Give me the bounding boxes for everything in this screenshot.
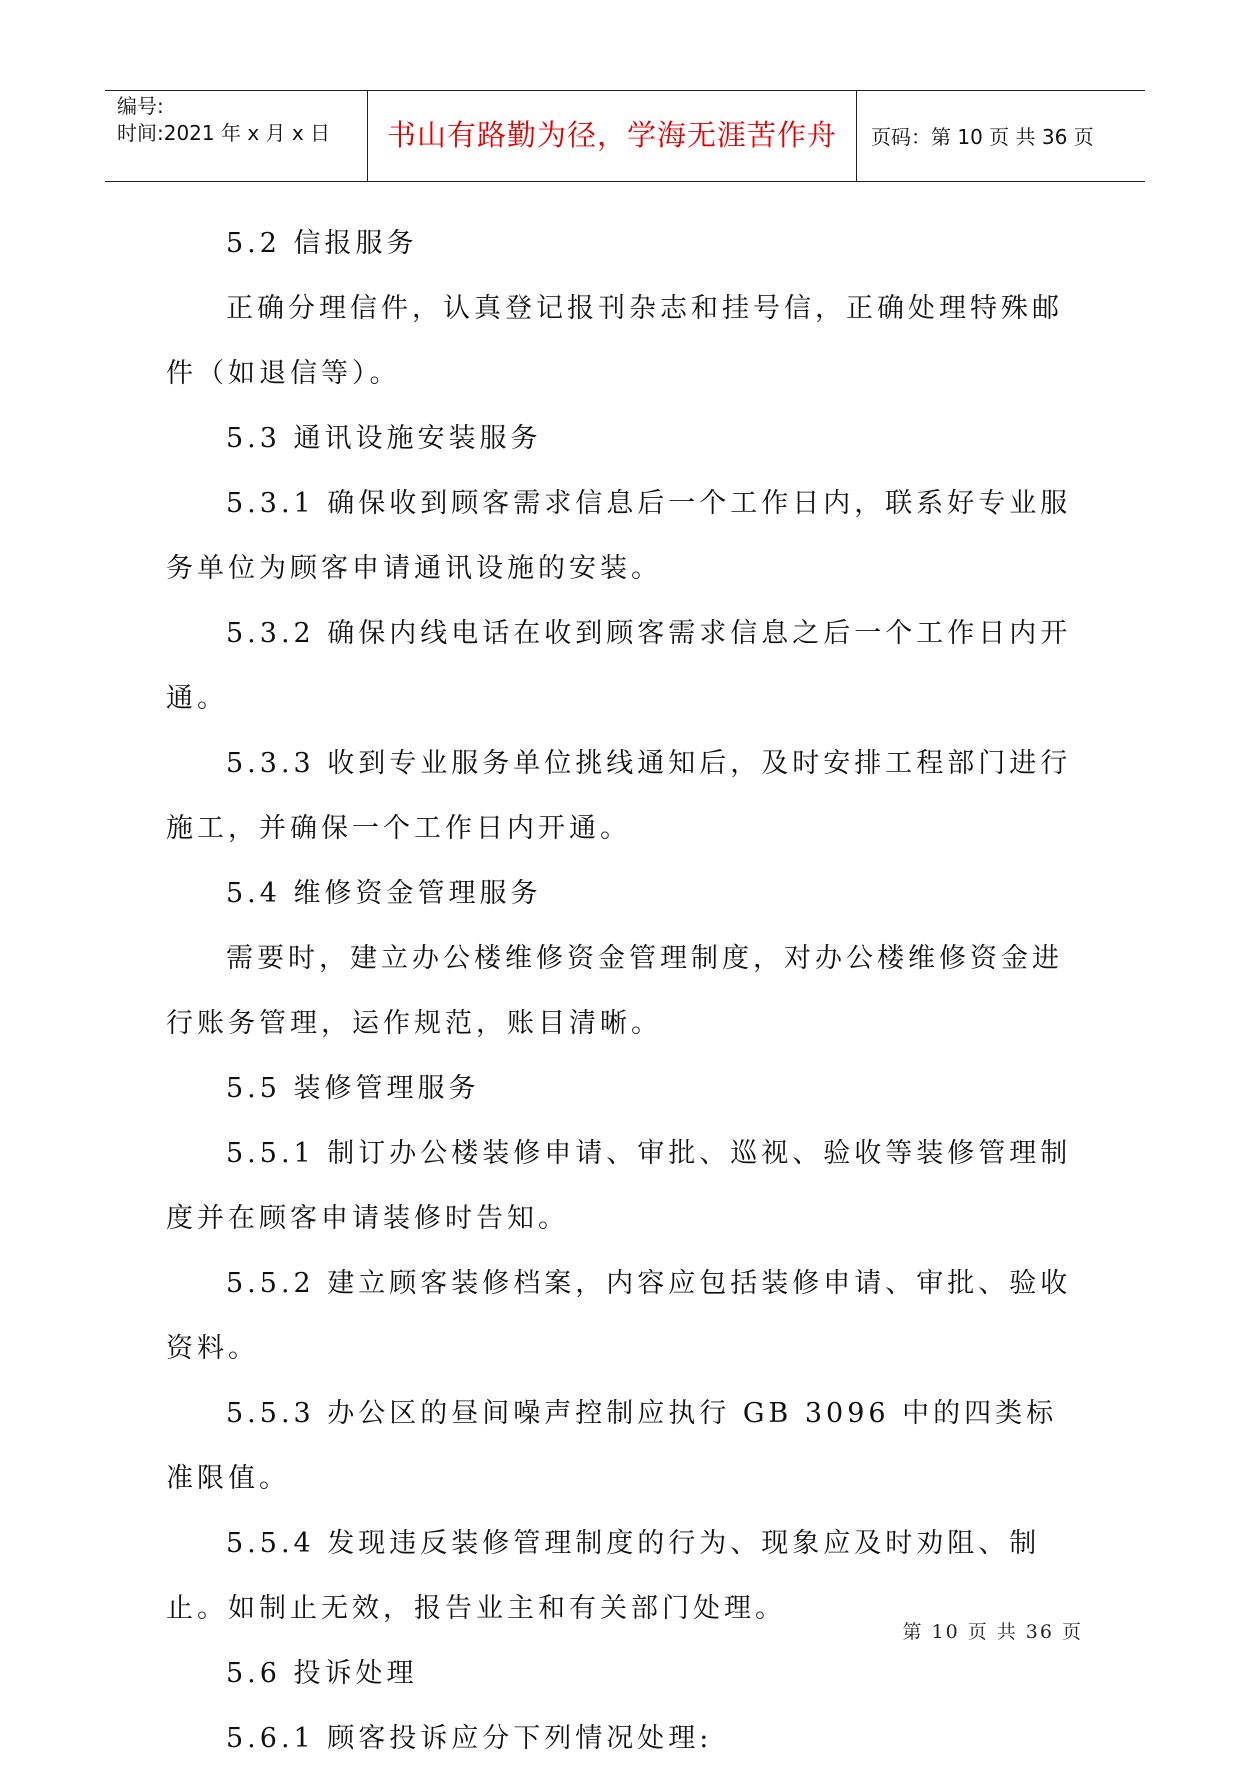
paragraph: 5.5.2 建立顾客装修档案，内容应包括装修申请、审批、验收资料。 — [166, 1268, 1072, 1364]
header-page-info: 页码：第 10 页 共 36 页 — [871, 125, 1094, 149]
paragraph: 5.3.3 收到专业服务单位挑线通知后，及时安排工程部门进行施工，并确保一个工作日内开通。 — [166, 748, 1072, 844]
paragraph: 5.5.1 制订办公楼装修申请、审批、巡视、验收等装修管理制度并在顾客申请装修时告知。 — [166, 1138, 1072, 1234]
header-divider-left — [367, 91, 368, 181]
header-divider-right — [856, 91, 857, 181]
paragraph: 正确分理信件，认真登记报刊杂志和挂号信，正确处理特殊邮件（如退信等）。 — [166, 293, 1063, 389]
document-body — [166, 211, 1080, 1771]
paragraph: 需要时，建立办公楼维修资金管理制度，对办公楼维修资金进行账务管理，运作规范，账目清晰。 — [166, 943, 1063, 1039]
paragraph: 5.5.4 发现违反装修管理制度的行为、现象应及时劝阻、制止。如制止无效，报告业主和有关部门处理。 — [166, 1528, 1041, 1624]
header-meta — [117, 93, 330, 147]
document-number-label: 编号: — [117, 94, 164, 118]
header-motto: 书山有路勤为径，学海无涯苦作舟 — [386, 118, 837, 152]
section-heading: 5.5 装修管理服务 — [226, 1073, 480, 1104]
paragraph: 5.3.2 确保内线电话在收到顾客需求信息之后一个工作日内开通。 — [166, 618, 1072, 714]
page-header — [105, 90, 1145, 182]
page-footer: 第 10 页 共 36 页 — [902, 1621, 1083, 1643]
section-heading: 5.4 维修资金管理服务 — [226, 878, 542, 909]
section-heading: 5.3 通讯设施安装服务 — [226, 423, 542, 454]
section-heading: 5.6 投诉处理 — [226, 1658, 418, 1689]
paragraph: 5.6.1 顾客投诉应分下列情况处理: — [226, 1723, 713, 1754]
paragraph: 5.3.1 确保收到顾客需求信息后一个工作日内，联系好专业服务单位为顾客申请通讯设施的安装。 — [166, 488, 1072, 584]
paragraph: 5.5.3 办公区的昼间噪声控制应执行 GB 3096 中的四类标准限值。 — [166, 1398, 1058, 1494]
document-time-label: 时间:2021 年 x 月 x 日 — [117, 121, 331, 145]
section-heading: 5.2 信报服务 — [226, 228, 418, 259]
